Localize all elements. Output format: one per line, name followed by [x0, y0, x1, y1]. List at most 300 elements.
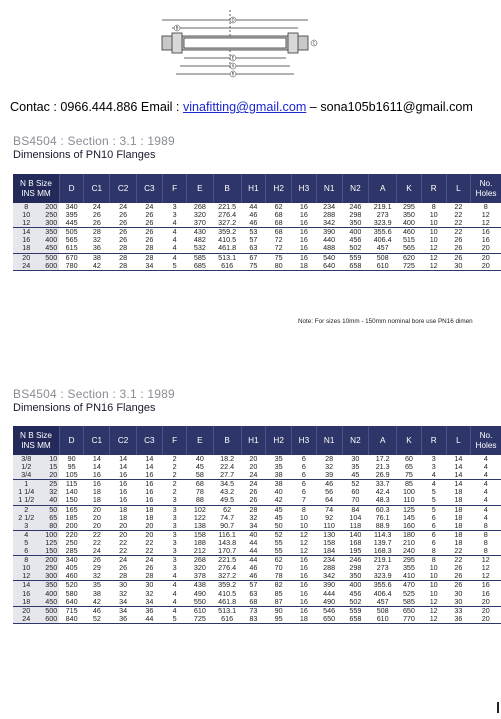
table-cell: 105 [65, 470, 78, 480]
table-cell: 18 [454, 487, 463, 497]
table-cell: 20 [92, 512, 101, 522]
pn10-standard: BS4504 : Section : 3.1 : 1989 [13, 134, 175, 148]
table-cell: 122 [193, 512, 206, 522]
table-cell: 8 [483, 546, 488, 556]
table-cell: 16 [299, 588, 308, 598]
size-mm: 350 [45, 580, 58, 590]
table-cell: 10 [429, 218, 438, 228]
table-cell: 20 [249, 454, 258, 463]
table-cell: 57 [249, 235, 258, 245]
table-cell: 46 [249, 218, 258, 228]
table-cell: 45 [266, 505, 292, 514]
table-cell: 30 [110, 581, 136, 590]
table-cell: 24 [92, 546, 101, 556]
table-cell: 143.8 [218, 537, 237, 547]
table-cell: 10 [429, 210, 438, 220]
table-cell: 100 [402, 487, 415, 497]
table-cell: 115 [59, 480, 83, 489]
table-cell: 49.5 [220, 495, 235, 505]
table-cell: 180 [397, 530, 421, 539]
pn10-title: Dimensions of PN10 Flanges [13, 149, 156, 161]
table-cell: 4 [471, 505, 501, 514]
column-header: C1 [84, 174, 110, 203]
size-inches: 12 [22, 571, 31, 581]
table-cell: 114.3 [369, 530, 397, 539]
table-cell: 85 [397, 480, 421, 489]
size-mm: 25 [49, 479, 58, 489]
table-cell: 3 [431, 462, 436, 472]
table-cell: 16 [299, 563, 308, 573]
table-cell: 92 [325, 512, 334, 522]
size-mm: 400 [45, 588, 58, 598]
table-cell: 14 [454, 454, 463, 463]
table-cell: 12 [481, 210, 490, 220]
table-cell: 320 [193, 563, 206, 573]
size-cell [13, 496, 59, 505]
table-cell: 102 [187, 505, 213, 514]
table-cell: 440 [323, 235, 336, 245]
size-inches: 4 [24, 529, 29, 539]
table-cell: 616 [213, 262, 241, 271]
size-mm: 400 [45, 235, 58, 245]
table-cell: 12 [481, 218, 490, 228]
size-inches: 18 [22, 243, 31, 253]
table-cell: 6 [301, 487, 306, 497]
diagram-label-r: R [231, 71, 235, 77]
table-cell: 640 [316, 262, 342, 271]
table-cell: 16 [299, 218, 308, 228]
table-cell: 30 [351, 454, 360, 463]
table-cell: 456 [349, 588, 362, 598]
table-cell: 461.8 [218, 243, 237, 253]
table-cell: 10 [421, 581, 446, 590]
table-cell: 4 [172, 596, 177, 606]
table-cell: 88 [195, 495, 204, 505]
column-header: N2 [342, 174, 368, 203]
table-cell: 185 [65, 512, 78, 522]
column-header: N2 [342, 426, 368, 455]
table-cell: 58 [195, 470, 204, 480]
table-cell: 26 [119, 235, 128, 245]
table-cell: 22 [84, 530, 110, 539]
table-cell: 502 [349, 596, 362, 606]
table-cell: 4 [163, 253, 187, 262]
table-cell: 219.1 [373, 202, 392, 211]
size-mm: 65 [49, 512, 58, 522]
table-cell: 395 [65, 210, 78, 220]
column-header: K [397, 174, 421, 203]
table-cell: 12 [292, 530, 316, 539]
table-row [13, 598, 501, 607]
table-cell: 32 [249, 512, 258, 522]
table-cell: 565 [402, 243, 415, 253]
table-cell: 16 [119, 495, 128, 505]
table-cell: 565 [65, 235, 78, 245]
table-cell: 43.2 [220, 487, 235, 497]
table-cell: 18 [136, 505, 162, 514]
table-cell: 20 [481, 596, 490, 606]
table-cell: 8 [471, 530, 501, 539]
table-cell: 220 [59, 530, 83, 539]
column-header: N B Size INS MM [13, 426, 59, 455]
table-cell: 725 [397, 262, 421, 271]
table-cell: 40 [274, 487, 283, 497]
table-cell: 18 [92, 495, 101, 505]
table-row [13, 463, 501, 471]
size-inches: 12 [22, 218, 31, 228]
table-cell: 36 [446, 615, 470, 624]
table-cell: 21.3 [375, 462, 390, 472]
table-cell: 513.1 [213, 253, 241, 262]
table-cell: 18 [145, 512, 154, 522]
table-cell: 75 [404, 470, 413, 480]
table-cell: 288 [323, 210, 336, 220]
column-header: R [421, 426, 446, 455]
table-cell: 340 [65, 202, 78, 211]
size-inches: 3 [24, 520, 29, 530]
table-cell: 36 [136, 606, 162, 615]
table-cell: 4 [163, 228, 187, 237]
table-cell: 68 [274, 210, 283, 220]
table-cell: 20 [84, 505, 110, 514]
table-cell: 42 [84, 262, 110, 271]
table-cell: 2 [172, 454, 177, 463]
table-cell: 8 [483, 537, 488, 547]
table-cell: 3 [172, 546, 177, 556]
table-cell: 490 [193, 588, 206, 598]
table-cell: 150 [65, 495, 78, 505]
table-cell: 80 [266, 262, 292, 271]
table-cell: 18 [292, 262, 316, 271]
table-cell: 520 [59, 581, 83, 590]
table-cell: 57 [241, 581, 265, 590]
table-cell: 406.4 [373, 588, 392, 598]
table-cell: 74 [316, 505, 342, 514]
table-cell: 323.9 [373, 218, 392, 228]
table-cell: 28 [325, 454, 334, 463]
table-cell: 63 [249, 588, 258, 598]
table-cell: 350 [349, 571, 362, 581]
column-header: K [397, 426, 421, 455]
size-inches: 3/8 [21, 454, 32, 463]
table-cell: 22 [92, 537, 101, 547]
table-cell: 5 [163, 615, 187, 624]
table-cell: 4 [172, 588, 177, 598]
table-cell: 110 [403, 495, 415, 505]
table-cell: 320 [193, 210, 206, 220]
table-cell: 400 [342, 228, 368, 237]
table-cell: 88.9 [375, 520, 390, 530]
table-cell: 28 [119, 243, 128, 253]
table-cell: 461.8 [218, 596, 237, 606]
table-cell: 16 [299, 235, 308, 245]
table-cell: 14 [454, 462, 463, 472]
size-inches: 16 [22, 588, 31, 598]
table-cell: 104 [349, 512, 362, 522]
table-cell: 12 [429, 243, 438, 253]
size-inches: 6 [24, 546, 29, 556]
size-mm: 10 [49, 454, 58, 463]
table-cell: 580 [65, 588, 78, 598]
table-row [13, 203, 501, 211]
table-cell: 38 [274, 470, 283, 480]
table-row [13, 581, 501, 590]
table-cell: 35 [274, 462, 283, 472]
table-cell: 12 [421, 253, 446, 262]
table-cell: 18.2 [220, 454, 235, 463]
table-cell: 2 [172, 462, 177, 472]
table-cell: 28 [145, 571, 154, 581]
table-cell: 73 [241, 606, 265, 615]
table-cell: 56 [325, 487, 334, 497]
table-cell: 68 [274, 218, 283, 228]
column-header: A [369, 426, 397, 455]
table-cell: 10 [429, 563, 438, 573]
column-header: L [446, 426, 470, 455]
table-cell: 350 [402, 210, 415, 220]
table-cell: 45 [195, 462, 204, 472]
table-cell: 140 [342, 530, 368, 539]
table-cell: 12 [421, 615, 446, 624]
table-cell: 139.7 [373, 537, 392, 547]
table-cell: 18 [454, 520, 463, 530]
table-row [13, 547, 501, 556]
table-cell: 34 [249, 520, 258, 530]
size-inches: 14 [22, 580, 31, 590]
table-row [13, 539, 501, 547]
table-cell: 8 [431, 202, 436, 211]
table-cell: 559 [342, 606, 368, 615]
column-header: H3 [292, 426, 316, 455]
table-cell: 26 [446, 253, 470, 262]
size-cell [13, 598, 59, 607]
size-inches: 1 [24, 479, 29, 489]
table-cell: 42 [274, 495, 283, 505]
table-cell: 6 [431, 537, 436, 547]
size-mm: 32 [49, 487, 58, 497]
table-cell: 44 [249, 537, 258, 547]
table-cell: 200 [65, 520, 78, 530]
table-cell: 470 [397, 581, 421, 590]
table-row [13, 236, 501, 244]
table-cell: 28 [241, 505, 265, 514]
table-cell: 48.3 [375, 495, 390, 505]
table-cell: 5 [163, 262, 187, 271]
table-cell: 359.2 [213, 581, 241, 590]
table-cell: 273 [376, 563, 389, 573]
table-cell: 26 [145, 218, 154, 228]
column-header: E [187, 174, 213, 203]
table-cell: 26 [145, 235, 154, 245]
table-cell: 444 [323, 588, 336, 598]
table-cell: 410.5 [218, 588, 237, 598]
table-cell: 4 [483, 462, 488, 472]
table-cell: 14 [119, 462, 128, 472]
table-cell: 490 [323, 596, 336, 606]
table-cell: 26 [92, 218, 101, 228]
table-cell: 5 [431, 487, 436, 497]
table-cell: 60.3 [369, 505, 397, 514]
table-cell: 75 [266, 253, 292, 262]
table-cell: 90 [67, 454, 76, 463]
table-cell: 38 [92, 588, 101, 598]
column-header: N B Size INS MM [13, 174, 59, 203]
table-cell: 410.5 [218, 235, 237, 245]
column-header: H3 [292, 174, 316, 203]
table-cell: 4 [163, 606, 187, 615]
size-inches: 1 1/2 [18, 495, 35, 505]
table-cell: 298 [349, 563, 362, 573]
table-cell: 20 [145, 520, 154, 530]
size-inches: 8 [24, 202, 29, 211]
table-row [13, 244, 501, 253]
table-cell: 16 [299, 596, 308, 606]
table-cell: 30 [454, 588, 463, 598]
table-cell: 16 [481, 588, 490, 598]
table-cell: 22 [119, 546, 128, 556]
table-cell: 168 [349, 537, 362, 547]
table-row [13, 219, 501, 228]
table-cell: 83 [241, 615, 265, 624]
pn16-title: Dimensions of PN16 Flanges [13, 402, 156, 414]
size-mm: 600 [45, 613, 58, 623]
size-inches: 3/4 [21, 470, 32, 480]
table-cell: 18 [454, 495, 463, 505]
column-header: H1 [241, 174, 265, 203]
table-cell: 6 [301, 470, 306, 480]
table-cell: 532 [193, 243, 206, 253]
table-cell: 276.4 [218, 563, 237, 573]
table-cell: 44 [249, 202, 258, 211]
table-cell: 359.2 [213, 228, 241, 237]
table-cell: 30 [136, 581, 162, 590]
table-row [13, 564, 501, 572]
table-cell: 10 [421, 228, 446, 237]
table-cell: 14 [446, 480, 470, 489]
table-cell: 18 [92, 487, 101, 497]
table-row [13, 496, 501, 505]
table-cell: 370 [193, 218, 206, 228]
table-row [13, 590, 501, 598]
table-cell: 658 [342, 262, 368, 271]
table-cell: 32 [92, 235, 101, 245]
column-header: No. Holes [471, 174, 501, 203]
table-cell: 457 [376, 596, 389, 606]
size-mm: 250 [45, 210, 58, 220]
table-cell: 4 [172, 235, 177, 245]
size-inches: 2 [24, 504, 29, 514]
table-cell: 22 [446, 556, 470, 565]
size-mm: 80 [49, 520, 58, 530]
size-inches: 20 [22, 605, 31, 615]
table-cell: 85 [274, 588, 283, 598]
table-cell: 10 [429, 588, 438, 598]
table-cell: 3 [172, 520, 177, 530]
table-cell: 456 [349, 235, 362, 245]
size-mm: 200 [45, 555, 58, 565]
table-cell: 168.3 [373, 546, 392, 556]
table-cell: 52 [266, 530, 292, 539]
table-cell: 90 [266, 606, 292, 615]
column-header: C3 [136, 174, 162, 203]
table-cell: 60 [351, 487, 360, 497]
table-row [13, 615, 501, 624]
table-cell: 285 [65, 546, 78, 556]
table-cell: 24 [119, 202, 128, 211]
table-cell: 445 [65, 218, 78, 228]
table-cell: 50 [274, 520, 283, 530]
table-cell: 20 [471, 253, 501, 262]
table-row [13, 228, 501, 237]
table-cell: 4 [172, 243, 177, 253]
table-cell: 36 [92, 243, 101, 253]
table-cell: 28 [136, 253, 162, 262]
table-cell: 20 [119, 520, 128, 530]
table-cell: 26 [92, 210, 101, 220]
table-cell: 3 [163, 556, 187, 565]
table-cell: 18 [446, 530, 470, 539]
table-cell: 6 [431, 520, 436, 530]
size-inches: 10 [22, 563, 31, 573]
table-cell: 16 [292, 606, 316, 615]
size-inches: 18 [22, 596, 31, 606]
table-cell: 20 [110, 530, 136, 539]
table-cell: 16 [119, 470, 128, 480]
table-cell: 16 [84, 480, 110, 489]
size-mm: 450 [45, 596, 58, 606]
table-cell: 268 [193, 202, 206, 211]
table-cell: 46 [249, 563, 258, 573]
table-cell: 8 [483, 202, 488, 211]
table-cell: 26 [119, 563, 128, 573]
table-row [13, 455, 501, 463]
table-cell: 2 [163, 480, 187, 489]
table-cell: 14 [119, 454, 128, 463]
table-cell: 770 [397, 615, 421, 624]
table-cell: 35 [351, 462, 360, 472]
table-cell: 24 [249, 470, 258, 480]
table-cell: 78 [195, 487, 204, 497]
table-cell: 46 [249, 210, 258, 220]
table-cell: 355.6 [369, 581, 397, 590]
table-cell: 650 [397, 606, 421, 615]
table-cell: 40 [195, 454, 204, 463]
table-cell: 32 [119, 588, 128, 598]
size-inches: 1 1/4 [18, 487, 35, 497]
table-cell: 620 [397, 253, 421, 262]
table-cell: 430 [187, 228, 213, 237]
table-cell: 26 [119, 218, 128, 228]
table-cell: 26 [145, 563, 154, 573]
table-cell: 75 [241, 262, 265, 271]
table-cell: 22 [454, 202, 463, 211]
size-inches: 14 [22, 227, 31, 237]
table-row [13, 556, 501, 565]
table-cell: 4 [172, 218, 177, 228]
table-cell: 488 [323, 243, 336, 253]
table-cell: 34 [136, 262, 162, 271]
table-cell: 4 [483, 512, 488, 522]
table-cell: 4 [163, 581, 187, 590]
column-header: H1 [241, 426, 265, 455]
table-cell: 610 [369, 615, 397, 624]
table-cell: 410 [402, 571, 415, 581]
table-cell: 28 [84, 228, 110, 237]
flange-diagram [150, 8, 330, 80]
email-link[interactable]: vinafitting@gmail.com [182, 100, 307, 114]
table-cell: 406.4 [373, 235, 392, 245]
table-row [13, 606, 501, 615]
